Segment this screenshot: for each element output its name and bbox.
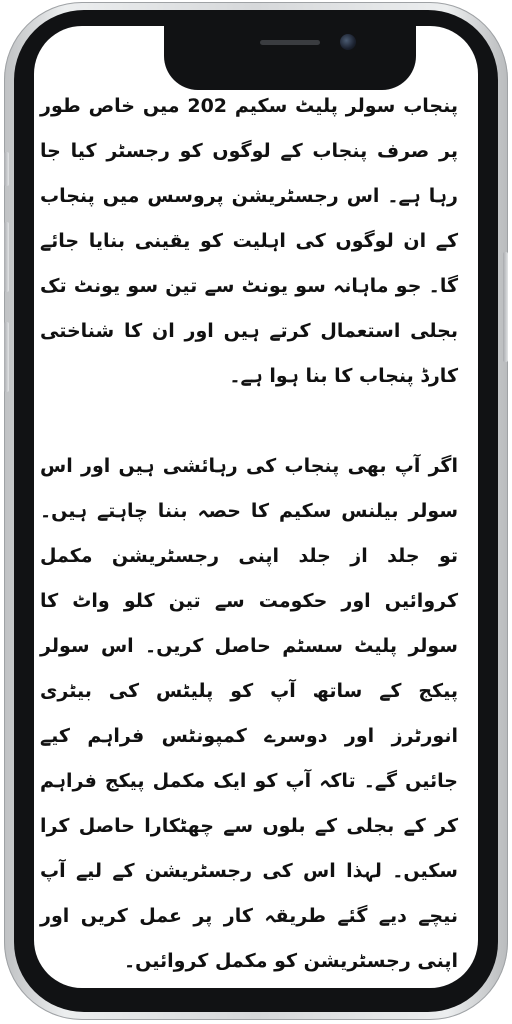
notch (164, 26, 416, 90)
article-body (40, 84, 458, 984)
article-paragraph-2: اگر آپ بھی پنجاب کی رہائشی ہیں اور اس سولر بیلنس سکیم کا حصہ بننا چاہتے ہیں۔ تو جلد از جلد اپنی رجسٹریشن مکمل کروائیں اور حکومت سے تین کلو واٹ کا سولر پلیٹ سسٹم حاصل کریں۔ اس سولر پیکج کے ساتھ آپ کو پلیٹس کی بیٹری انورٹرز اور دوسرے کمپونٹس فراہم کیے جائیں گے۔ تاکہ آپ کو ایک مکمل پیکج فراہم کر کے بجلی کے بلوں سے چھٹکارا حاصل کرا سکیں۔ لہذا اس کی رجسٹریشن کے لیے آپ نیچے دیے گئے طریقہ کار پر عمل کریں اور اپنی رجسٹریشن کو مکمل کروائیں۔ (40, 455, 458, 972)
speaker-grille (260, 40, 320, 45)
mute-switch (4, 152, 9, 186)
article-paragraph-1: پنجاب سولر پلیٹ سکیم 202 میں خاص طور پر صرف پنجاب کے لوگوں کو رجسٹر کیا جا رہا ہے۔ اس رجسٹریشن پروسس میں پنجاب کے ان لوگوں کی اہلیت کو یقینی بنایا جائے گا۔ جو ماہانہ سو یونٹ سے تین سو یونٹ تک بجلی استعمال کرتے ہیں اور ان کا شناختی کارڈ پنجاب کا بنا ہوا ہے۔ (40, 95, 458, 387)
volume-down-button (4, 322, 9, 392)
volume-up-button (4, 222, 9, 292)
power-button (503, 252, 508, 362)
front-camera-icon (340, 34, 356, 50)
